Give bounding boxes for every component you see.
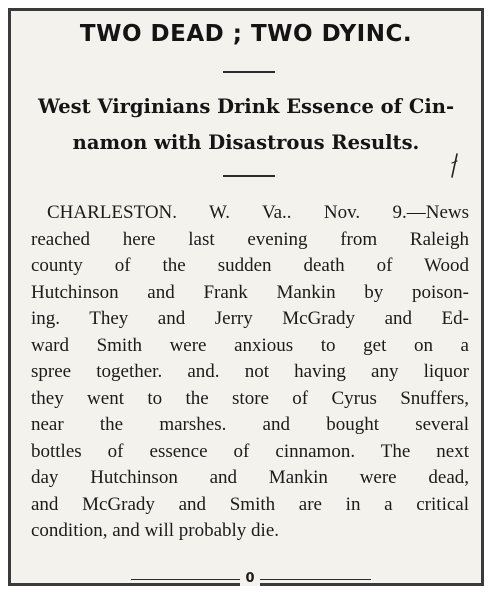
subheadline	[25, 89, 467, 161]
article-line: county of the sudden death of Wood	[31, 255, 469, 276]
pencil-mark	[446, 153, 462, 179]
end-ornament: 0	[240, 571, 260, 586]
article-line: CHARLESTON. W. Va.. Nov. 9.—News	[47, 202, 469, 223]
article-line: bottles of essence of cinnamon. The next	[31, 440, 469, 462]
subheadline-line: namon with Disastrous Results.	[72, 131, 420, 154]
subheadline-divider	[223, 175, 275, 177]
article-line: day Hutchinson and Mankin were dead,	[31, 467, 469, 488]
newspaper-clipping	[8, 8, 484, 586]
article-line: reached here last evening from Raleigh	[31, 228, 469, 250]
article-line: ward Smith were anxious to get on a	[31, 334, 469, 356]
article-line: condition, and will probably die.	[31, 520, 280, 541]
article-line: spree together. and. not having any liquor	[31, 361, 469, 382]
article-line: and McGrady and Smith are in a critical	[31, 493, 469, 515]
article-line: ing. They and Jerry McGrady and Ed-	[31, 308, 469, 329]
headline: TWO DEAD ; TWO DYINC.	[79, 21, 413, 47]
article-body	[31, 200, 469, 545]
article-line: near the marshes. and bought several	[31, 414, 469, 435]
subheadline-line: West Virginians Drink Essence of Cin-	[37, 95, 455, 118]
article-line: they went to the store of Cyrus Snuffers,	[31, 387, 469, 409]
article-line: Hutchinson and Frank Mankin by poison-	[31, 281, 469, 303]
headline-divider	[223, 71, 275, 73]
